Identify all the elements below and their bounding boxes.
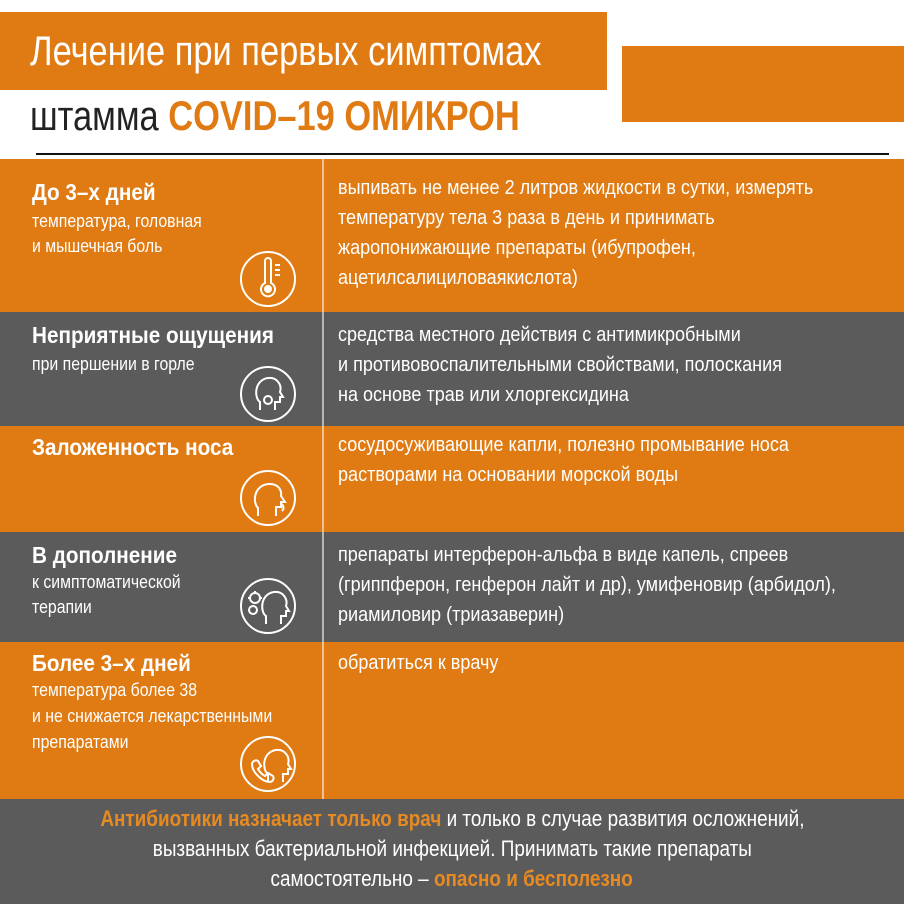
row-title: До 3–х дней <box>32 179 156 205</box>
row-additional-therapy <box>0 532 904 642</box>
thermometer-icon <box>238 249 298 309</box>
doctor-call-icon <box>238 734 298 794</box>
treatment-line: жаропонижающие препараты (ибупрофен, <box>338 236 696 259</box>
treatment-line: растворами на основании морской воды <box>338 463 679 486</box>
row-treatment-text <box>338 320 782 410</box>
footer-accent-text: Антибиотики назначает только врач <box>99 806 441 831</box>
row-subtitle-line: температура, головная <box>32 211 202 231</box>
row-subtitle-line: при першении в горле <box>32 354 195 374</box>
virus-head-icon <box>238 576 298 636</box>
treatment-line: температуру тела 3 раза в день и принимать <box>338 206 715 229</box>
header-divider <box>36 153 889 155</box>
footer-accent-text: опасно и бесполезно <box>434 866 634 891</box>
treatment-line: и противовоспалительными свойствами, полоскания <box>338 353 783 376</box>
footer-line-1 <box>0 804 904 834</box>
page-title-line1: Лечение при первых симптомах <box>30 27 542 74</box>
row-treatment-text <box>338 173 813 293</box>
row-subtitle-line: препаратами <box>32 732 129 752</box>
footer-text: и только в случае развития осложнений, <box>440 806 805 831</box>
decorative-bar <box>622 46 904 122</box>
treatment-line: сосудосуживающие капли, полезно промывание носа <box>338 433 789 456</box>
row-title: Более 3–х дней <box>32 650 191 676</box>
runny-nose-icon <box>238 468 298 528</box>
row-subtitle-line: температура более 38 <box>32 680 198 700</box>
treatment-line: обратиться к врачу <box>338 651 499 674</box>
row-up-to-3-days <box>0 159 904 312</box>
treatment-line: выпивать не менее 2 литров жидкости в сутки, измерять <box>338 176 814 199</box>
row-sore-throat <box>0 312 904 426</box>
page-title-line2 <box>30 90 520 142</box>
sore-throat-icon <box>238 364 298 424</box>
footer-note <box>0 799 904 904</box>
title-accent-text: COVID–19 ОМИКРОН <box>168 92 520 139</box>
treatment-line: риамиловир (триазаверин) <box>338 603 565 626</box>
row-subtitle-line: и мышечная боль <box>32 236 163 256</box>
column-divider <box>322 159 324 799</box>
row-title: Заложенность носа <box>32 434 234 460</box>
title-plain-text: штамма <box>30 92 169 139</box>
footer-text: самостоятельно – <box>270 866 435 891</box>
row-treatment-text <box>338 430 789 490</box>
footer-line-3 <box>0 864 904 894</box>
treatment-line: ацетилсалициловаякислота) <box>338 266 578 289</box>
row-more-than-3-days <box>0 642 904 799</box>
row-subtitle-line: и не снижается лекарственными <box>32 706 273 726</box>
row-treatment-text <box>338 648 498 678</box>
row-treatment-text <box>338 540 836 630</box>
treatment-line: (гриппферон, генферон лайт и др), умифеновир (арбидол), <box>338 573 836 596</box>
treatment-line: средства местного действия с антимикробными <box>338 323 741 346</box>
row-title: Неприятные ощущения <box>32 322 274 348</box>
row-subtitle-line: терапии <box>32 597 92 617</box>
row-title: В дополнение <box>32 542 178 568</box>
treatment-line: на основе трав или хлоргексидина <box>338 383 629 406</box>
row-subtitle-line: к симптоматической <box>32 572 181 592</box>
footer-line-2: вызванных бактериальной инфекцией. Принимать такие препараты <box>152 836 752 861</box>
treatment-line: препараты интерферон-альфа в виде капель, спреев <box>338 543 789 566</box>
row-nasal-congestion <box>0 426 904 532</box>
